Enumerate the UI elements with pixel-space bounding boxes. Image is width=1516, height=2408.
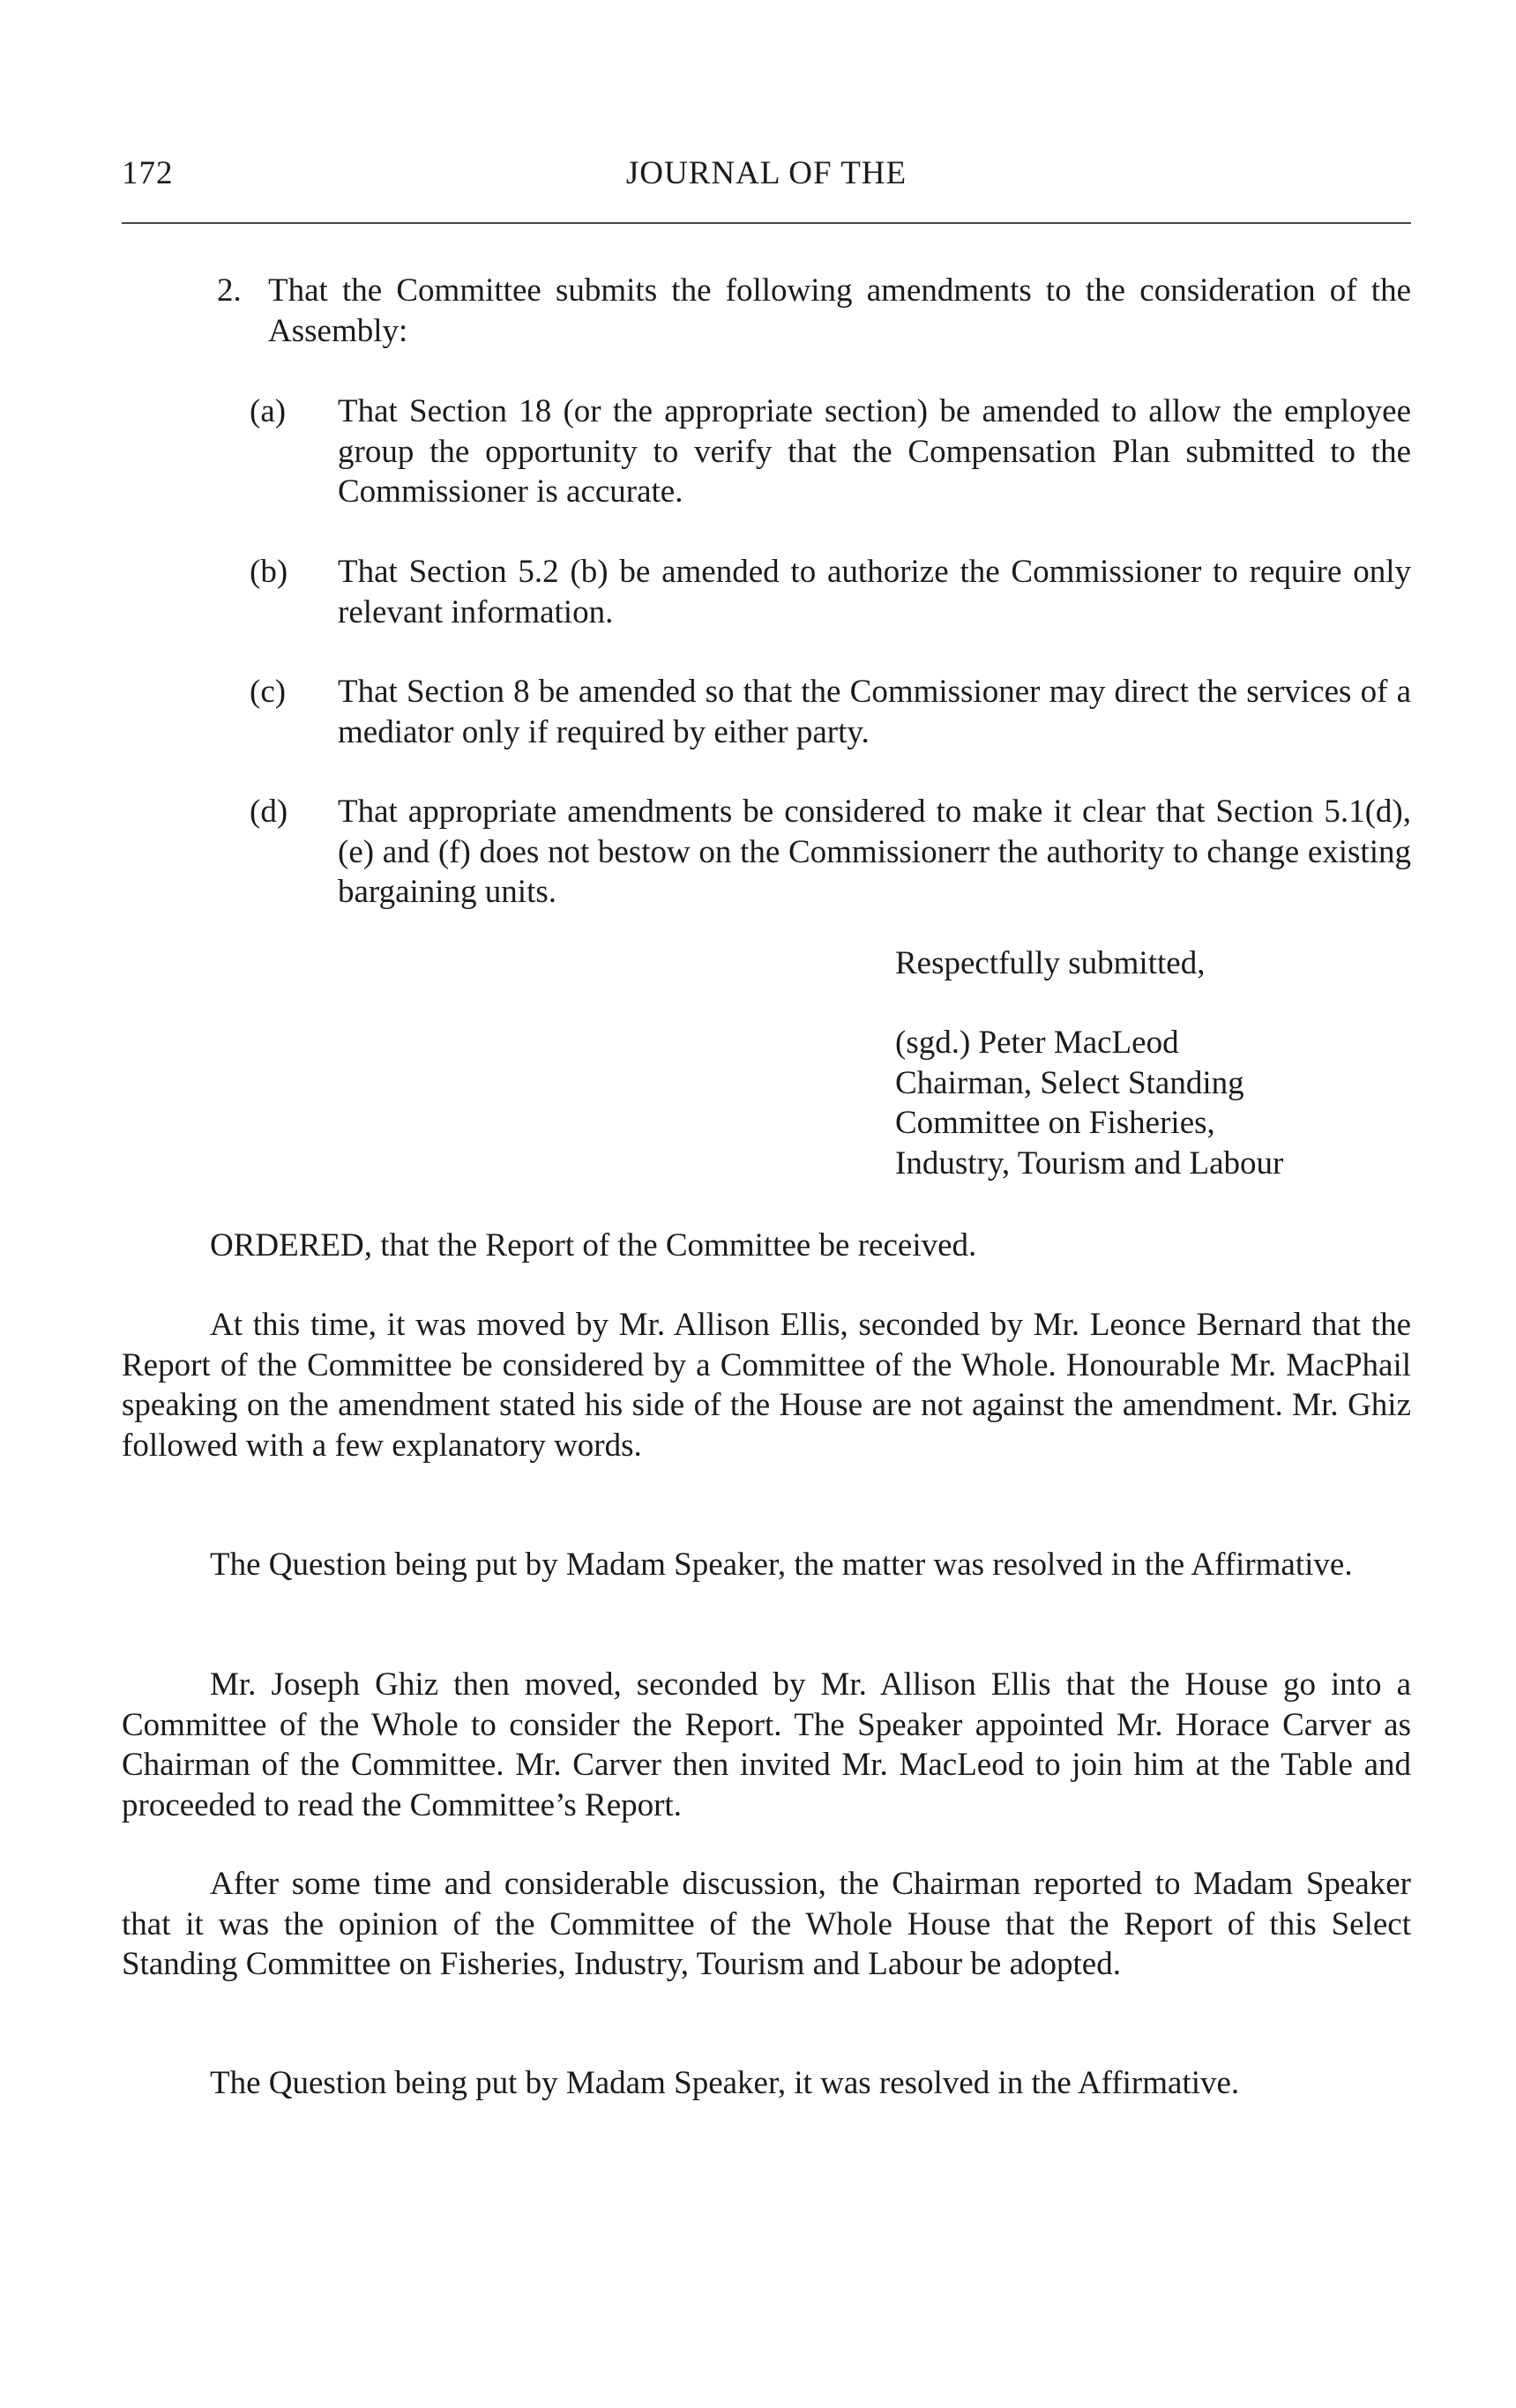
header-rule bbox=[122, 222, 1411, 224]
subitem-label: (b) bbox=[250, 554, 288, 590]
paragraph-question-1: The Question being put by Madam Speaker, the matter was resolved in the Affirmative. bbox=[210, 1547, 1353, 1583]
paragraph-ordered: ORDERED, that the Report of the Committee be received. bbox=[210, 1227, 977, 1264]
subitem-text: That Section 8 be amended so that the Commissioner may direct the services of a mediator only if required by either party. bbox=[338, 674, 1411, 750]
subitem-text: That Section 18 (or the appropriate section) be amended to allow the employee group the opportunity to verify that the Compensation Plan submitted to the Commissioner is accurate. bbox=[338, 393, 1411, 510]
signature-block bbox=[895, 1023, 1283, 1183]
subitem-b bbox=[250, 552, 1411, 632]
subitem-label: (c) bbox=[250, 674, 287, 710]
paragraph-committee-whole: Mr. Joseph Ghiz then moved, seconded by Mr. Allison Ellis that the House go into a Committee of the Whole to consider the Report. The Speaker appointed Mr. Horace Carver as Chairman of the Committee. Mr. Carver then invited Mr. MacLeod to join him at the Table and proceeded to read the Committee’s Report. bbox=[122, 1666, 1411, 1823]
subitem-d bbox=[250, 792, 1411, 913]
subitem-a bbox=[250, 391, 1411, 512]
subitem-label: (a) bbox=[250, 393, 287, 429]
paragraph-motion: At this time, it was moved by Mr. Allison Ellis, seconded by Mr. Leonce Bernard that the Report of the Committee be considered by a Committee of the Whole. Honourable Mr. MacPhail speaking on the amendment stated his side of the House are not against the amendment. Mr. Ghiz followed with a few explanatory words. bbox=[122, 1307, 1411, 1464]
signature-line: (sgd.) Peter MacLeod bbox=[895, 1025, 1179, 1061]
item-text: That the Committee submits the following amendments to the consideration of the Assembly: bbox=[268, 272, 1411, 349]
paragraph-question-2: The Question being put by Madam Speaker, it was resolved in the Affirmative. bbox=[210, 2065, 1240, 2101]
signature-line: Committee on Fisheries, bbox=[895, 1105, 1215, 1141]
closing-line: Respectfully submitted, bbox=[895, 945, 1206, 981]
signature-line: Industry, Tourism and Labour bbox=[895, 1144, 1284, 1182]
running-head: JOURNAL OF THE bbox=[625, 155, 907, 191]
paragraph-chairman-report: After some time and considerable discussion, the Chairman reported to Madam Speaker that it was the opinion of the Committee of the Whole House that the Report of this Select Standing Committee on Fisheries, Industry, Tourism and Labour be adopted. bbox=[122, 1866, 1411, 1982]
numbered-item-2 bbox=[217, 271, 1411, 351]
subitem-c bbox=[250, 672, 1411, 752]
subitem-label: (d) bbox=[250, 794, 288, 830]
page-header bbox=[122, 154, 1411, 200]
page-number: 172 bbox=[122, 155, 174, 191]
signature-line: Chairman, Select Standing bbox=[895, 1064, 1244, 1101]
subitem-text: That Section 5.2 (b) be amended to authorize the Commissioner to require only relevant information. bbox=[338, 554, 1411, 630]
subitem-text: That appropriate amendments be considered to make it clear that Section 5.1(d), (e) and (f) does not bestow on the Commissionerr the authority to change existing bargaining units. bbox=[338, 794, 1411, 910]
item-number: 2. bbox=[217, 272, 242, 309]
